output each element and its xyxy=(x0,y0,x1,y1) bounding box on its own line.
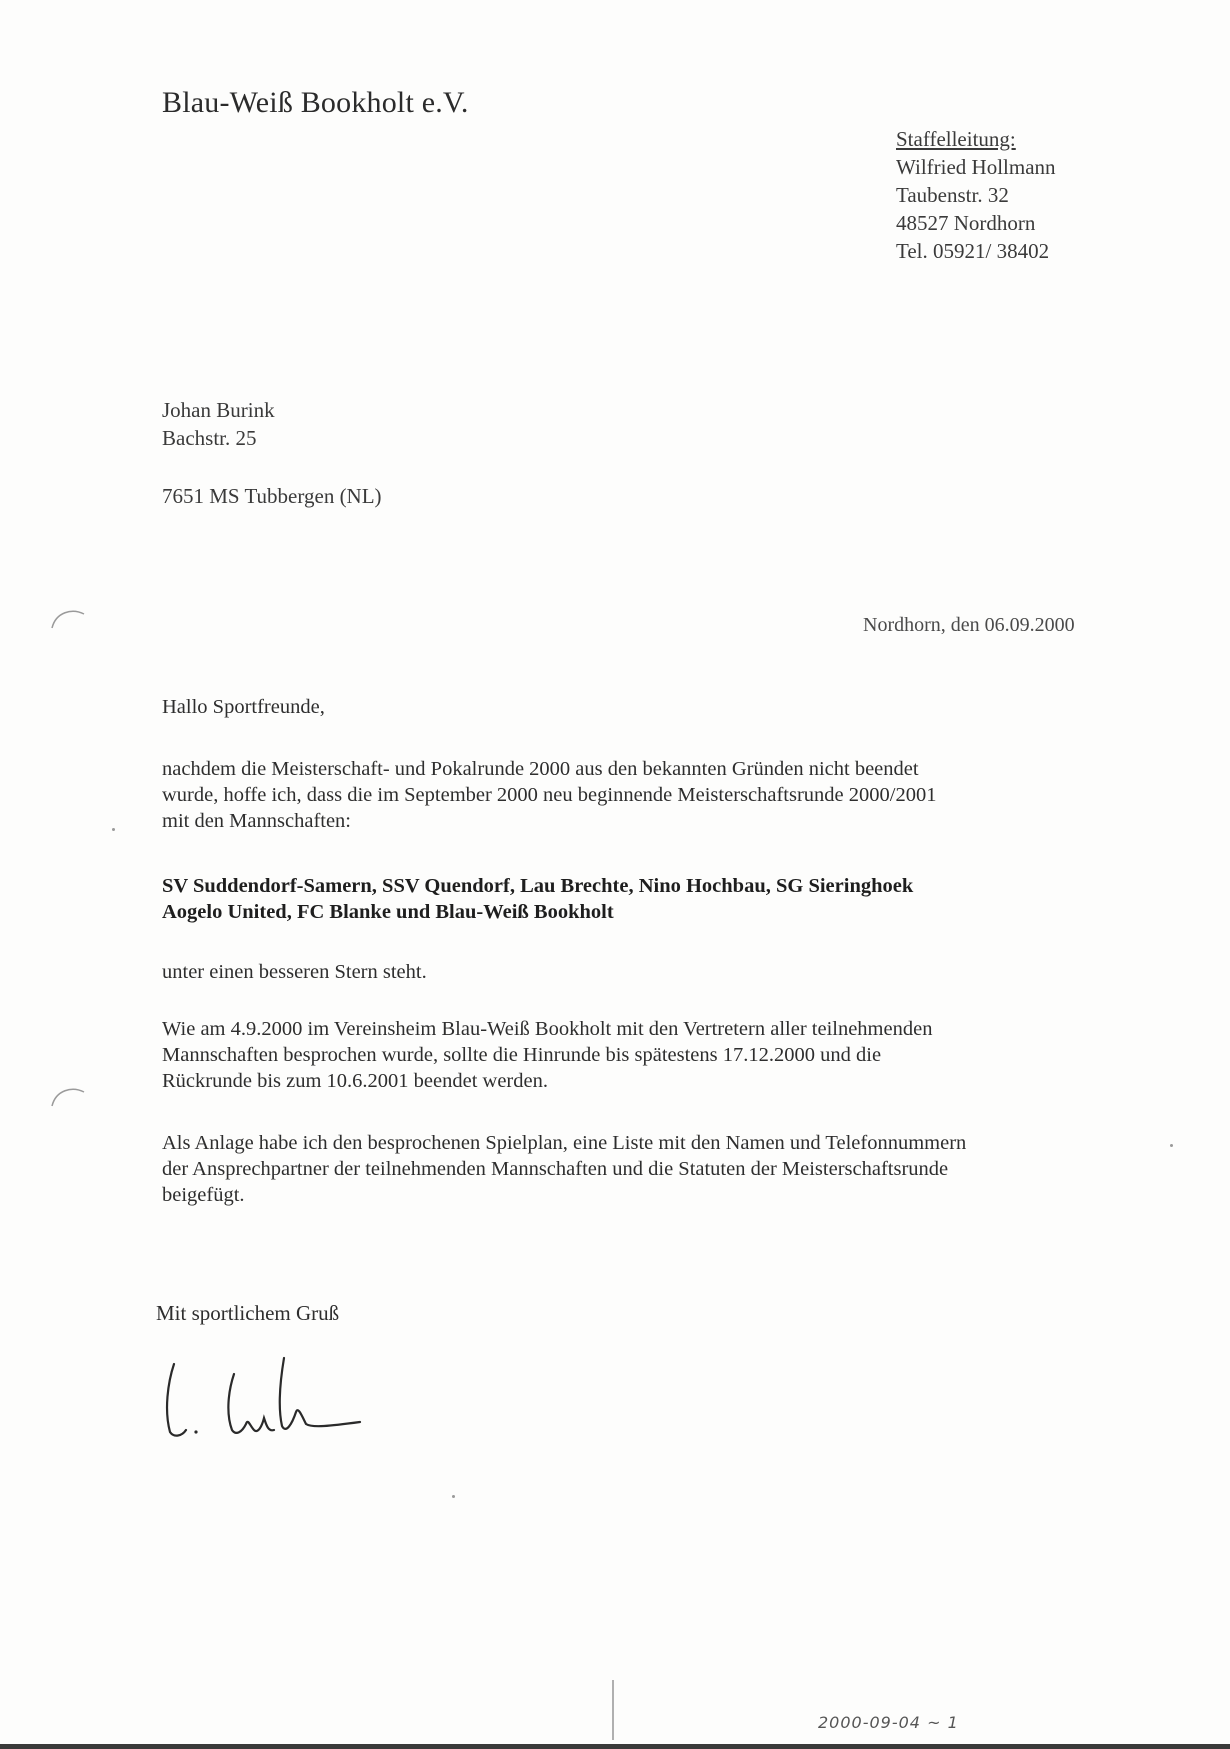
date-line: Nordhorn, den 06.09.2000 xyxy=(863,614,1075,636)
sender-address-block xyxy=(896,125,1056,265)
recipient-street: Bachstr. 25 xyxy=(162,426,257,450)
paragraph-line: Rückrunde bis zum 10.6.2001 beendet werden. xyxy=(162,1070,548,1092)
paragraph-attachment xyxy=(162,1130,1142,1208)
paragraph-line: wurde, hoffe ich, dass die im September 2000 neu beginnende Meisterschaftsrunde 2000/2001 xyxy=(162,784,937,806)
handwritten-note: 2000-09-04 ~ 1 xyxy=(818,1713,959,1732)
punch-hole-mark xyxy=(48,604,88,634)
sender-street: Taubenstr. 32 xyxy=(896,183,1009,207)
organization-name: Blau-Weiß Bookholt e.V. xyxy=(162,86,469,119)
recipient-name: Johan Burink xyxy=(162,398,275,422)
sender-city: 48527 Nordhorn xyxy=(896,211,1036,235)
paragraph-line: Mannschaften besprochen wurde, sollte die Hinrunde bis spätestens 17.12.2000 und die xyxy=(162,1044,882,1066)
scan-speck xyxy=(112,828,115,831)
page-bottom-edge xyxy=(0,1744,1230,1749)
sender-heading: Staffelleitung: xyxy=(896,127,1016,151)
punch-hole-mark xyxy=(48,1082,88,1112)
scan-artifact-line xyxy=(612,1680,614,1740)
paragraph-after-teams: unter einen besseren Stern steht. xyxy=(162,961,427,983)
team-list-line: Aogelo United, FC Blanke und Blau-Weiß Bookholt xyxy=(162,901,614,923)
paragraph-line: mit den Mannschaften: xyxy=(162,810,352,832)
paragraph-line: nachdem die Meisterschaft- und Pokalrunde 2000 aus den bekannten Gründen nicht beendet xyxy=(162,758,919,780)
paragraph-schedule xyxy=(162,1016,1142,1094)
scan-speck xyxy=(1170,1144,1173,1147)
signature-image xyxy=(160,1352,380,1442)
recipient-address-block xyxy=(162,396,382,510)
paragraph-intro xyxy=(162,756,1142,834)
closing: Mit sportlichem Gruß xyxy=(156,1301,340,1325)
salutation: Hallo Sportfreunde, xyxy=(162,696,325,718)
recipient-city: 7651 MS Tubbergen (NL) xyxy=(162,484,382,508)
paragraph-line: der Ansprechpartner der teilnehmenden Mannschaften und die Statuten der Meisterschaftsrunde xyxy=(162,1158,949,1180)
sender-phone: Tel. 05921/ 38402 xyxy=(896,239,1050,263)
sender-name: Wilfried Hollmann xyxy=(896,155,1056,179)
team-list xyxy=(162,873,1142,925)
paragraph-line: Wie am 4.9.2000 im Vereinsheim Blau-Weiß Bookholt mit den Vertretern aller teilnehmenden xyxy=(162,1018,933,1040)
scan-speck xyxy=(452,1495,455,1498)
paragraph-line: Als Anlage habe ich den besprochenen Spielplan, eine Liste mit den Namen und Telefonnummern xyxy=(162,1132,967,1154)
paragraph-line: beigefügt. xyxy=(162,1184,245,1206)
team-list-line: SV Suddendorf-Samern, SSV Quendorf, Lau Brechte, Nino Hochbau, SG Sieringhoek xyxy=(162,875,914,897)
